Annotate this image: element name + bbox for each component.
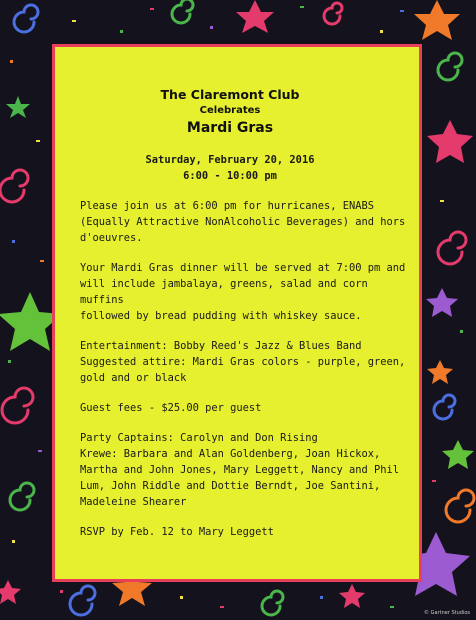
date-block bbox=[80, 152, 380, 184]
swirl-icon bbox=[70, 586, 95, 615]
dinner-paragraph: Your Mardi Gras dinner will be served at 7:00 pm and will include jambalaya, greens, salad and corn muffins followed by bread pudding with whiskey sauce. bbox=[80, 262, 406, 322]
celebrates-label: Celebrates bbox=[199, 105, 261, 116]
entertainment-paragraph: Entertainment: Bobby Reed's Jazz & Blues Band Suggested attire: Mardi Gras colors - purple, green, gold and or black bbox=[80, 340, 406, 384]
copyright-credit: © Gartner Studios bbox=[424, 610, 470, 616]
star-icon bbox=[427, 120, 473, 163]
swirl-icon bbox=[324, 3, 342, 24]
event-date: Saturday, February 20, 2016 bbox=[145, 154, 315, 166]
captains-paragraph: Party Captains: Carolyn and Don Rising Krewe: Barbara and Alan Goldenberg, Joan Hickox, Martha and John Jones, Mary Leggett, Nancy and Phil Lum, John Riddle and Dottie Berndt, Joe Santini, Madeleine Shearer bbox=[80, 432, 400, 508]
star-icon bbox=[427, 360, 453, 384]
swirl-icon bbox=[438, 232, 466, 264]
swirl-icon bbox=[446, 490, 474, 522]
swirl-icon bbox=[14, 5, 38, 32]
swirl-icon bbox=[438, 53, 462, 80]
fees-paragraph: Guest fees - $25.00 per guest bbox=[80, 402, 262, 414]
title-block bbox=[80, 86, 380, 138]
star-icon bbox=[426, 288, 458, 317]
rsvp-paragraph: RSVP by Feb. 12 to Mary Leggett bbox=[80, 526, 274, 538]
event-time: 6:00 - 10:00 pm bbox=[183, 170, 277, 182]
swirl-icon bbox=[10, 483, 34, 510]
star-icon bbox=[0, 580, 21, 604]
event-name: Mardi Gras bbox=[186, 120, 274, 136]
swirl-icon bbox=[172, 0, 193, 23]
swirl-icon bbox=[434, 395, 455, 419]
invitation-content bbox=[80, 86, 410, 540]
swirl-icon bbox=[0, 170, 28, 202]
swirl-icon bbox=[262, 591, 283, 615]
star-icon bbox=[442, 440, 474, 469]
star-icon bbox=[236, 0, 274, 33]
club-name: The Claremont Club bbox=[160, 87, 300, 102]
star-icon bbox=[6, 96, 30, 118]
star-icon bbox=[414, 0, 460, 40]
star-icon bbox=[339, 584, 365, 608]
swirl-icon bbox=[2, 388, 33, 423]
intro-paragraph: Please join us at 6:00 pm for hurricanes, ENABS (Equally Attractive NonAlcoholic Beverages) and hors d'oeuvres. bbox=[80, 200, 406, 244]
